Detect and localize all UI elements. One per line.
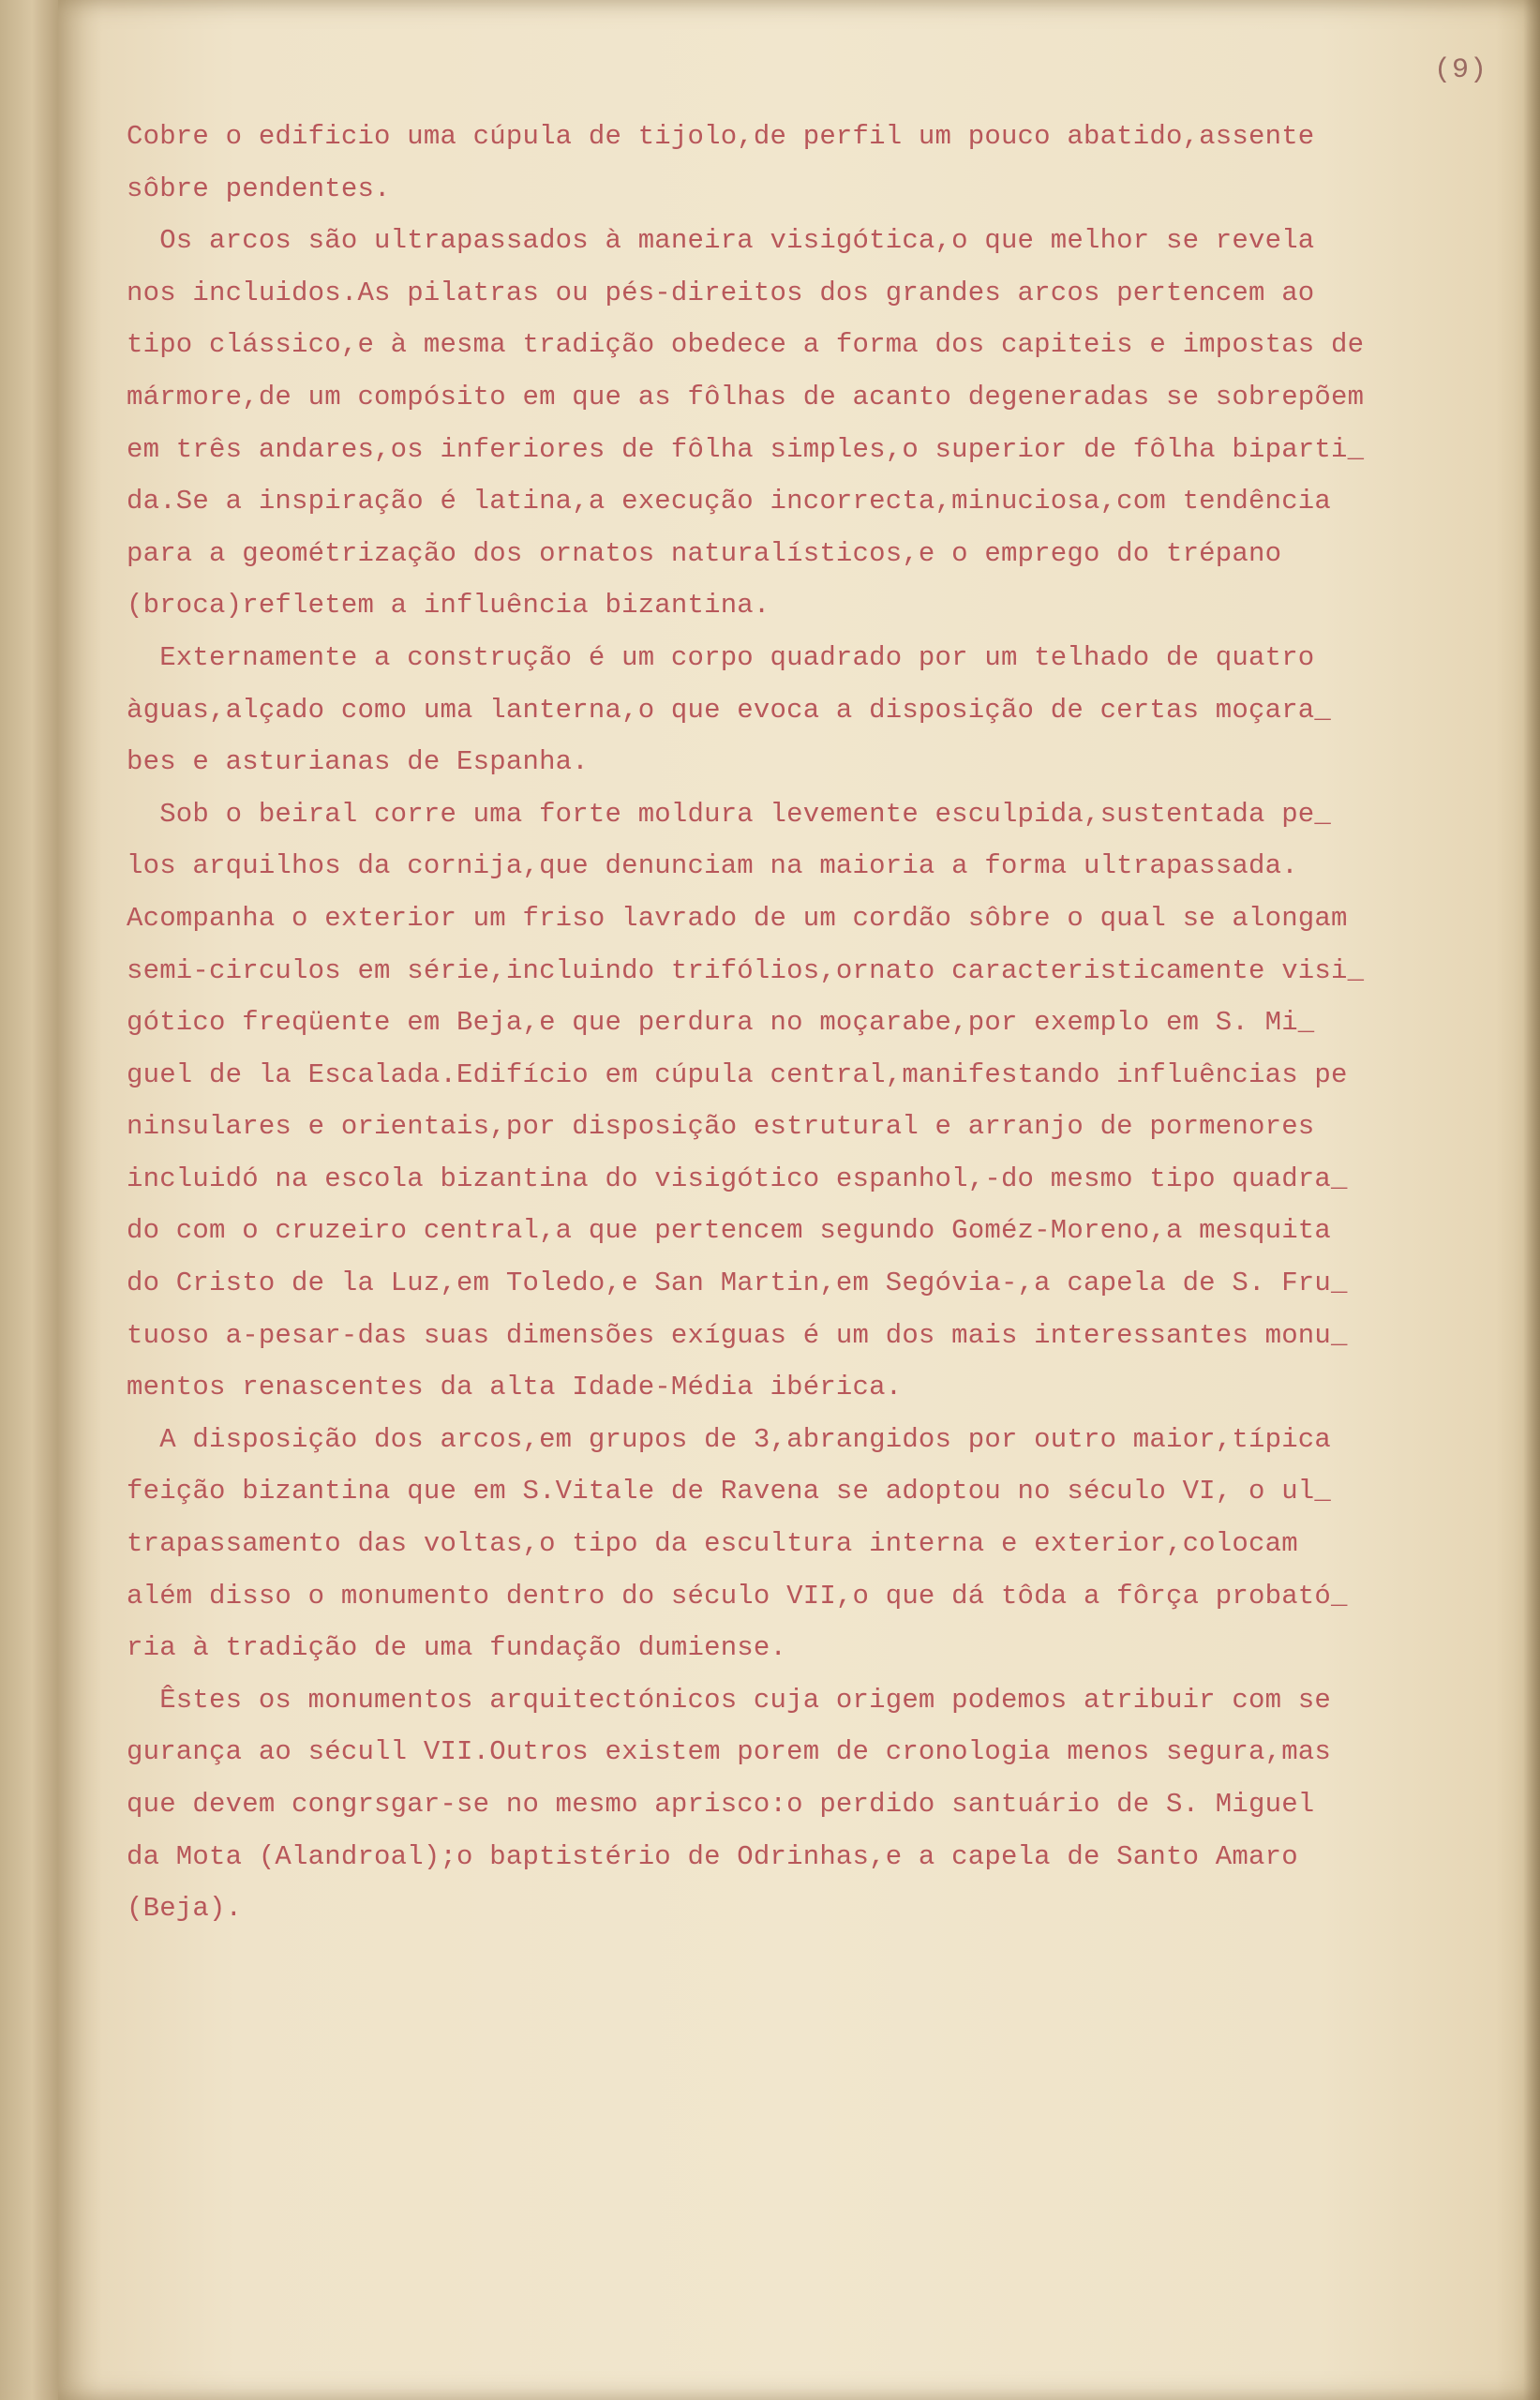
page-number: (9) <box>1434 54 1488 86</box>
body-text <box>127 111 1514 1935</box>
text-line: trapassamento das voltas,o tipo da escultura interna e exterior,colocam <box>127 1528 1298 1560</box>
text-line: guel de la Escalada.Edifício em cúpula central,manifestando influências pe <box>127 1058 1348 1090</box>
binding-gutter <box>0 0 58 2400</box>
text-line: A disposição dos arcos,em grupos de 3,abrangidos por outro maior,típica <box>127 1423 1332 1455</box>
text-line: para a geométrização dos ornatos naturalísticos,e o emprego do trépano <box>127 537 1282 569</box>
text-line: do com o cruzeiro central,a que pertencem segundo Goméz-Moreno,a mesquita <box>127 1215 1332 1247</box>
text-line: semi-circulos em série,incluindo trifólios,ornato caracteristicamente visi_ <box>127 954 1365 986</box>
text-line: Externamente a construção é um corpo quadrado por um telhado de quatro <box>127 641 1315 673</box>
text-line: tipo clássico,e à mesma tradição obedece a forma dos capiteis e impostas de <box>127 329 1365 361</box>
text-line: mármore,de um compósito em que as fôlhas de acanto degeneradas se sobrepõem <box>127 381 1365 412</box>
text-line: que devem congrsgar-se no mesmo aprisco:o perdido santuário de S. Miguel <box>127 1789 1315 1820</box>
text-line: mentos renascentes da alta Idade-Média ibérica. <box>127 1372 903 1403</box>
text-line: gurança ao sécull VII.Outros existem porem de cronologia menos segura,mas <box>127 1736 1332 1768</box>
text-line: Êstes os monumentos arquitectónicos cuja origem podemos atribuir com se <box>127 1684 1332 1716</box>
text-line: Sob o beiral corre uma forte moldura levemente esculpida,sustentada pe_ <box>127 798 1332 830</box>
text-line: da Mota (Alandroal);o baptistério de Odrinhas,e a capela de Santo Amaro <box>127 1840 1298 1872</box>
text-line: Acompanha o exterior um friso lavrado de um cordão sôbre o qual se alongam <box>127 902 1348 934</box>
text-line: Cobre o edificio uma cúpula de tijolo,de perfil um pouco abatido,assente <box>127 121 1315 152</box>
text-line: ria à tradição de uma fundação dumiense. <box>127 1632 787 1664</box>
text-line: feição bizantina que em S.Vitale de Ravena se adoptou no século VI, o ul_ <box>127 1476 1332 1508</box>
text-line: além disso o monumento dentro do século VII,o que dá tôda a fôrça probató_ <box>127 1580 1348 1612</box>
text-line: àguas,alçado como uma lanterna,o que evoca a disposição de certas moçara_ <box>127 694 1332 726</box>
text-line: sôbre pendentes. <box>127 172 391 204</box>
text-line: (Beja). <box>127 1893 243 1925</box>
text-line: nos incluidos.As pilatras ou pés-direitos dos grandes arcos pertencem ao <box>127 277 1315 308</box>
text-line: los arquilhos da cornija,que denunciam na maioria a forma ultrapassada. <box>127 850 1298 882</box>
text-line: (broca)refletem a influência bizantina. <box>127 590 770 622</box>
text-line: da.Se a inspiração é latina,a execução incorrecta,minuciosa,com tendência <box>127 486 1332 518</box>
text-line: em três andares,os inferiores de fôlha simples,o superior de fôlha biparti_ <box>127 433 1365 465</box>
page-edge-shadow <box>1523 0 1540 2400</box>
text-line: tuoso a-pesar-das suas dimensões exíguas é um dos mais interessantes monu_ <box>127 1319 1348 1351</box>
text-line: Os arcos são ultrapassados à maneira visigótica,o que melhor se revela <box>127 225 1315 257</box>
text-line: bes e asturianas de Espanha. <box>127 746 589 778</box>
text-line: do Cristo de la Luz,em Toledo,e San Martin,em Segóvia-,a capela de S. Fru_ <box>127 1268 1348 1299</box>
text-line: gótico freqüente em Beja,e que perdura no moçarabe,por exemplo em S. Mi_ <box>127 1007 1315 1039</box>
text-line: incluidó na escola bizantina do visigótico espanhol,-do mesmo tipo quadra_ <box>127 1162 1348 1194</box>
text-line: ninsulares e orientais,por disposição estrutural e arranjo de pormenores <box>127 1111 1315 1143</box>
